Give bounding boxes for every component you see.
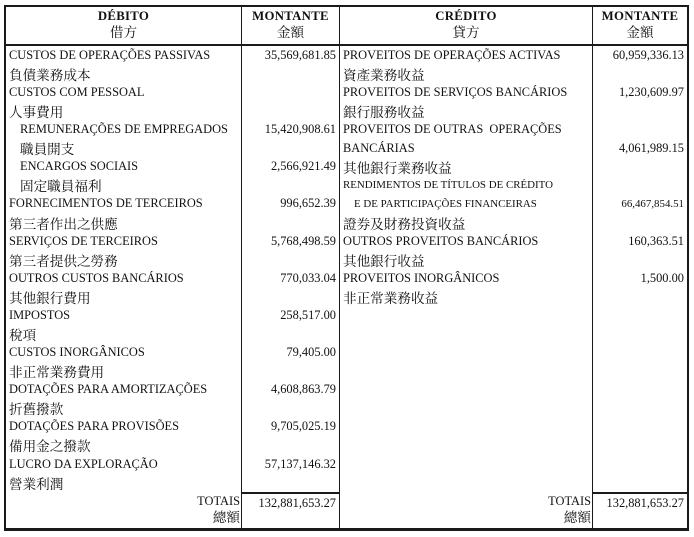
- credit-row-amount: 66,467,854.51: [621, 197, 684, 210]
- debit-row-amount: [242, 213, 339, 232]
- debit-row-label: CUSTOS COM PESSOAL: [9, 84, 145, 99]
- credit-row-label: 其他銀行收益: [343, 253, 425, 269]
- credit-row-amount: [593, 102, 687, 121]
- credit-row-amount: 160,363.51: [628, 233, 684, 248]
- header-debit: [6, 7, 241, 44]
- header-debit-amount-label-zh: 金額: [276, 25, 305, 40]
- debit-row-amount: [242, 362, 339, 381]
- debit-row-label: 職員開支: [20, 142, 75, 158]
- debit-total-amount: 132,881,653.27: [241, 492, 339, 528]
- debit-row-label: SERVIÇOS DE TERCEIROS: [9, 233, 158, 248]
- debit-totals-label: [6, 492, 241, 528]
- credit-row-amount: 1,230,609.97: [618, 84, 684, 99]
- credit-row-label: PROVEITOS DE SERVIÇOS BANCÁRIOS: [343, 84, 568, 99]
- credit-amounts-column: [592, 46, 687, 492]
- credit-labels-column: [339, 46, 592, 492]
- credit-row-label: 非正常業務收益: [343, 290, 439, 306]
- debit-row-amount: 9,705,025.19: [270, 419, 336, 434]
- credit-row-label: RENDIMENTOS DE TÍTULOS DE CRÉDITO: [343, 179, 553, 192]
- debit-row-label: 第三者提供之勞務: [9, 253, 118, 269]
- header-debit-label-zh: 借方: [109, 25, 138, 40]
- header-credit-amount-label-zh: 金額: [626, 25, 654, 40]
- credit-totals-caption: TOTAIS: [548, 494, 591, 508]
- credit-row-label: PROVEITOS DE OUTRAS OPERAÇÕES: [343, 122, 562, 137]
- credit-row-label: OUTROS PROVEITOS BANCÁRIOS: [343, 233, 539, 248]
- debit-row-label: IMPOSTOS: [9, 307, 71, 322]
- header-debit-amount-label: MONTANTE: [252, 9, 329, 24]
- credit-row-amount: 60,959,336.13: [612, 47, 684, 62]
- header-credit-amount-label: MONTANTE: [601, 9, 679, 24]
- credit-row-amount: [593, 250, 687, 269]
- debit-row-amount: [242, 65, 339, 84]
- debit-row-amount: [242, 325, 339, 344]
- debit-row-amount: [242, 176, 339, 195]
- debit-row-amount: 4,608,863.79: [270, 382, 336, 397]
- debit-row-label: REMUNERAÇÕES DE EMPREGADOS: [20, 122, 228, 137]
- debit-row-label: 其他銀行費用: [9, 290, 91, 306]
- debit-row-amount: [242, 102, 339, 121]
- debit-row-label: 非正常業務費用: [9, 365, 105, 381]
- header-credit: [339, 7, 592, 44]
- debit-row-amount: 996,652.39: [280, 196, 336, 211]
- credit-row-label: 資產業務收益: [343, 67, 425, 83]
- debit-row-label: OUTROS CUSTOS BANCÁRIOS: [9, 270, 184, 285]
- credit-row-amount: [593, 288, 687, 307]
- debit-row-label: 營業利潤: [9, 476, 64, 492]
- debit-row-label: ENCARGOS SOCIAIS: [20, 159, 139, 174]
- debit-row-amount: 15,420,908.61: [264, 122, 336, 137]
- debit-row-label: CUSTOS INORGÂNICOS: [9, 345, 145, 360]
- debit-row-amount: [242, 250, 339, 269]
- debit-row-amount: 79,405.00: [286, 345, 336, 360]
- debit-row-label: FORNECIMENTOS DE TERCEIROS: [9, 196, 203, 211]
- debit-row-amount: 258,517.00: [280, 307, 336, 322]
- debit-row-amount: [242, 288, 339, 307]
- debit-row-label: 負債業務成本: [9, 67, 91, 83]
- credit-row-amount: [593, 65, 687, 84]
- debit-totals-caption-zh: 總額: [212, 510, 240, 526]
- credit-totals-label: [339, 492, 592, 528]
- debit-labels-column: [6, 46, 241, 492]
- header-debit-label: DÉBITO: [97, 9, 150, 24]
- credit-totals-caption-zh: 總額: [563, 510, 591, 526]
- debit-row-amount: [242, 436, 339, 455]
- credit-row-amount: [593, 176, 687, 195]
- credit-row-amount: 4,061,989.15: [618, 140, 684, 155]
- debit-row-label: DOTAÇÕES PARA AMORTIZAÇÕES: [9, 382, 208, 397]
- debit-row-amount: 35,569,681.85: [264, 47, 336, 62]
- debit-row-label: 稅項: [9, 327, 37, 343]
- debit-row-label: 固定職員福利: [20, 179, 102, 195]
- income-statement-table: [4, 5, 689, 531]
- debit-row-amount: 770,033.04: [280, 270, 336, 285]
- debit-row-label: 折舊撥款: [9, 402, 64, 418]
- credit-row-label: E DE PARTICIPAÇÕES FINANCEIRAS: [354, 197, 537, 210]
- credit-row-amount: [593, 213, 687, 232]
- credit-row-label: 證券及財務投資收益: [343, 216, 466, 232]
- debit-row-label: 備用金之撥款: [9, 439, 91, 455]
- debit-totals-caption: TOTAIS: [197, 494, 240, 508]
- debit-row-amount: [242, 473, 339, 492]
- credit-row-amount: [593, 157, 687, 176]
- header-credit-label: CRÉDITO: [435, 9, 497, 24]
- credit-row-label: PROVEITOS INORGÂNICOS: [343, 270, 500, 285]
- debit-row-label: LUCRO DA EXPLORAÇÃO: [9, 456, 158, 471]
- debit-row-label: DOTAÇÕES PARA PROVISÕES: [9, 419, 179, 434]
- debit-row-amount: 2,566,921.49: [270, 159, 336, 174]
- credit-total-amount: 132,881,653.27: [592, 492, 687, 528]
- credit-row-amount: 1,500.00: [640, 270, 684, 285]
- credit-row-label: 銀行服務收益: [343, 105, 425, 121]
- debit-row-amount: 57,137,146.32: [264, 456, 336, 471]
- credit-row-label: BANCÁRIAS: [343, 140, 415, 155]
- debit-row-amount: [242, 399, 339, 418]
- debit-row-amount: 5,768,498.59: [270, 233, 336, 248]
- debit-row-label: 人事費用: [9, 105, 64, 121]
- credit-row-amount: [593, 120, 687, 139]
- debit-row-label: CUSTOS DE OPERAÇÕES PASSIVAS: [9, 47, 211, 62]
- header-credit-amount: [592, 7, 687, 44]
- totals-row: [6, 492, 687, 528]
- header-debit-amount: [241, 7, 339, 44]
- header-credit-label-zh: 貸方: [452, 25, 480, 40]
- table-header: [6, 7, 687, 46]
- debit-row-amount: [242, 83, 339, 102]
- debit-amounts-column: [241, 46, 339, 492]
- table-body: [6, 46, 687, 492]
- credit-row-label: 其他銀行業務收益: [343, 160, 452, 176]
- debit-row-amount: [242, 139, 339, 158]
- debit-row-label: 第三者作出之供應: [9, 216, 118, 232]
- credit-row-label: PROVEITOS DE OPERAÇÕES ACTIVAS: [343, 47, 561, 62]
